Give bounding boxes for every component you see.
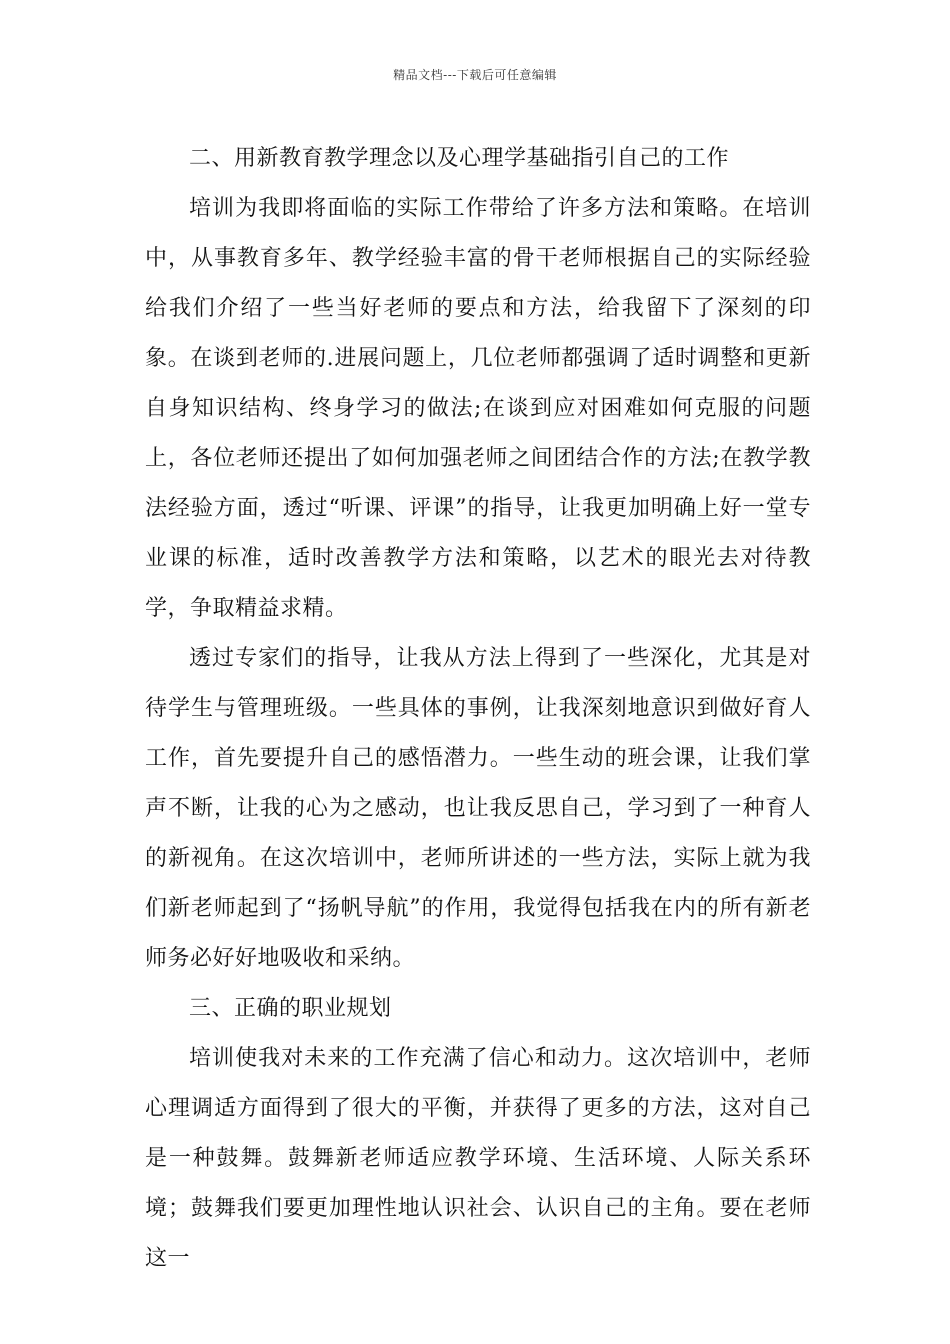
section-heading-two: 二、用新教育教学理念以及心理学基础指引自己的工作: [189, 146, 730, 171]
section-heading-three: 三、正确的职业规划: [189, 996, 392, 1021]
paragraph-training-methods: 培训为我即将面临的实际工作带给了许多方法和策略。在培训中，从事教育多年、教学经验丰富的骨干老师根据自己的实际经验给我们介绍了一些当好老师的要点和方法，给我留下了深刻的印象。在谈到老师的.进展问题上，几位老师都强调了适时调整和更新自身知识结构、终身学习的做法;在谈到应对困难如何克服的问题上，各位老师还提出了如何加强老师之间团结合作的方法;在教学教法经验方面，透过“听课、评课”的指导，让我更加明确上好一堂专业课的标准，适时改善教学方法和策略，以艺术的眼光去对待教学，争取精益求精。: [145, 196, 811, 621]
document-body: [145, 134, 811, 1284]
paragraph-expert-guidance: 透过专家们的指导，让我从方法上得到了一些深化，尤其是对待学生与管理班级。一些具体的事例，让我深刻地意识到做好育人工作，首先要提升自己的感悟潜力。一些生动的班会课，让我们掌声不断，让我的心为之感动，也让我反思自己，学习到了一种育人的新视角。在这次培训中，老师所讲述的一些方法，实际上就为我们新老师起到了“扬帆导航”的作用，我觉得包括我在内的所有新老师务必好好地吸收和采纳。: [145, 646, 811, 971]
paragraph-career-planning: 培训使我对未来的工作充满了信心和动力。这次培训中，老师心理调适方面得到了很大的平衡，并获得了更多的方法，这对自己是一种鼓舞。鼓舞新老师适应教学环境、生活环境、人际关系环境；鼓舞我们要更加理性地认识社会、认识自己的主角。要在老师这一: [145, 1046, 811, 1271]
page-header: 精品文档---下载后可任意编辑: [393, 68, 557, 82]
